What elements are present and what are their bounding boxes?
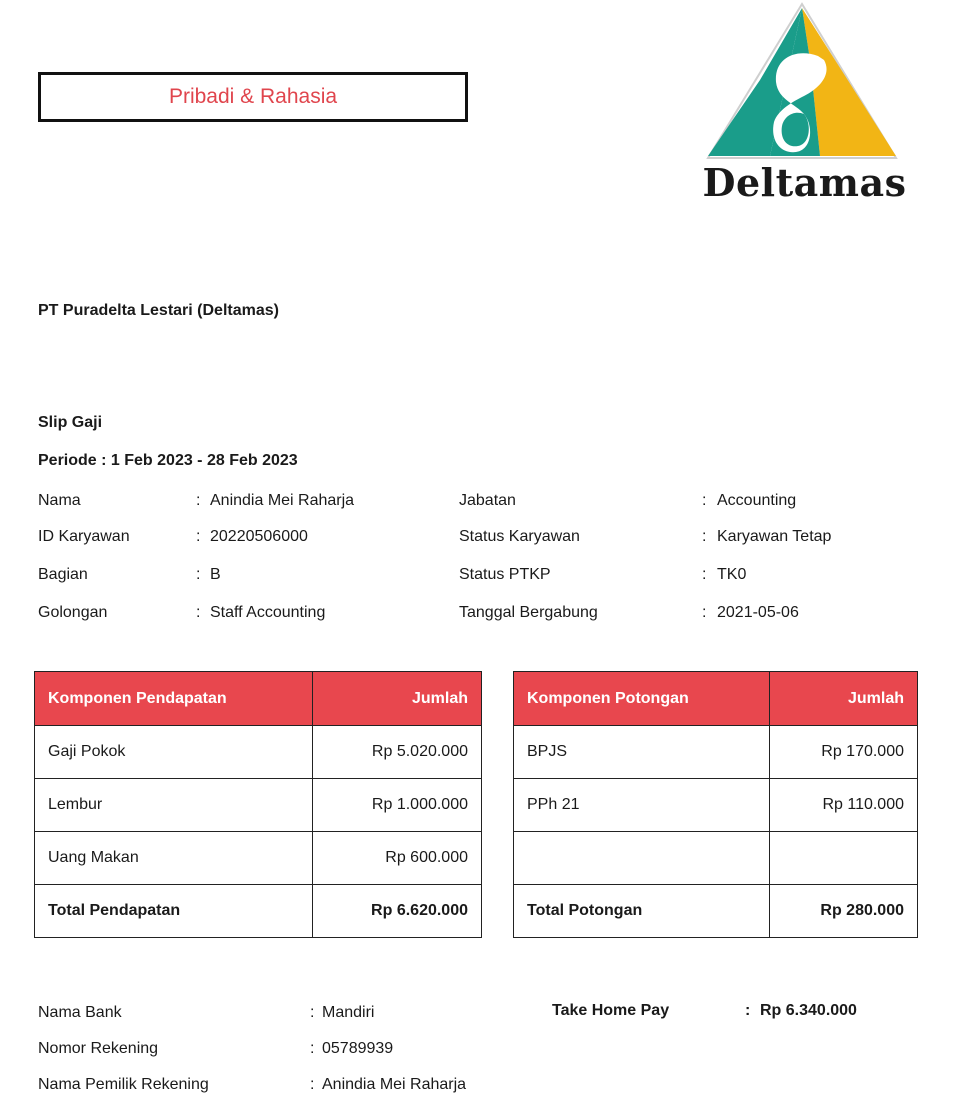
table-cell: Rp 280.000 [770,885,918,938]
field-colon: : [196,566,201,583]
column-header: Jumlah [770,672,918,726]
table-row [35,832,482,885]
table-header-row [514,672,918,726]
field-label: ID Karyawan [38,528,130,545]
field-label: Nomor Rekening [38,1040,159,1057]
field-label: Status PTKP [459,566,551,583]
field-value: 05789939 [322,1040,394,1057]
employee-field-ptkp [459,566,919,586]
field-colon: : [310,1040,315,1057]
field-colon: : [702,492,707,509]
column-header: Komponen Pendapatan [35,672,313,726]
table-cell: BPJS [514,726,770,779]
field-colon: : [702,604,707,621]
table-total-row [514,885,918,938]
table-row [35,726,482,779]
bank-field-name [38,1004,538,1024]
employee-field-grade [38,604,458,624]
field-label: Nama [38,492,81,509]
field-value: B [210,566,221,583]
table-cell [770,832,918,885]
field-colon: : [196,492,201,509]
field-colon: : [702,566,707,583]
field-label: Golongan [38,604,108,621]
field-label: Nama Bank [38,1004,122,1021]
field-value: Anindia Mei Raharja [210,492,355,509]
field-colon: : [310,1076,315,1093]
field-value: Accounting [717,492,797,509]
table-row [35,779,482,832]
column-header: Komponen Potongan [514,672,770,726]
field-value: Anindia Mei Raharja [322,1076,467,1093]
confidential-label: Pribadi & Rahasia [168,85,338,108]
table-cell: Rp 1.000.000 [313,779,482,832]
take-home-value: Rp 6.340.000 [760,1002,857,1019]
employee-field-position [459,492,919,512]
field-label: Tanggal Bergabung [459,604,598,621]
field-value: Mandiri [322,1004,375,1021]
field-label: Nama Pemilik Rekening [38,1076,209,1093]
table-cell: Uang Makan [35,832,313,885]
table-cell: Gaji Pokok [35,726,313,779]
table-cell: Lembur [35,779,313,832]
field-colon: : [310,1004,315,1021]
table-cell: Rp 110.000 [770,779,918,832]
employee-field-status [459,528,919,548]
period: Periode : 1 Feb 2023 - 28 Feb 2023 [38,452,298,469]
field-value: Karyawan Tetap [717,528,832,545]
confidential-badge [38,72,468,122]
table-cell: Rp 6.620.000 [313,885,482,938]
column-header: Jumlah [313,672,482,726]
employee-field-department [38,566,458,586]
employee-field-join-date [459,604,919,624]
table-row [514,832,918,885]
employee-field-name [38,492,458,512]
field-value: 20220506000 [210,528,308,545]
table-cell: Rp 170.000 [770,726,918,779]
table-header-row [35,672,482,726]
table-cell: Rp 5.020.000 [313,726,482,779]
take-home-pay [552,1002,912,1022]
table-cell: Total Potongan [514,885,770,938]
field-colon: : [702,528,707,545]
table-row [514,779,918,832]
field-colon: : [196,604,201,621]
field-colon: : [196,528,201,545]
table-cell [514,832,770,885]
company-name: PT Puradelta Lestari (Deltamas) [38,302,279,319]
deductions-table [513,671,918,938]
field-colon: : [745,1002,751,1019]
bank-field-account-number [38,1040,538,1060]
table-total-row [35,885,482,938]
field-label: Status Karyawan [459,528,580,545]
field-label: Jabatan [459,492,516,509]
earnings-table [34,671,482,938]
field-value: 2021-05-06 [717,604,799,621]
table-row [514,726,918,779]
table-cell: PPh 21 [514,779,770,832]
employee-field-id [38,528,458,548]
table-cell: Total Pendapatan [35,885,313,938]
field-value: TK0 [717,566,747,583]
slip-title: Slip Gaji [38,414,103,431]
field-value: Staff Accounting [210,604,326,621]
bank-field-account-holder [38,1076,538,1096]
field-label: Bagian [38,566,88,583]
table-cell: Rp 600.000 [313,832,482,885]
take-home-label: Take Home Pay [552,1002,670,1019]
logo-wordmark: Deltamas [702,160,907,205]
